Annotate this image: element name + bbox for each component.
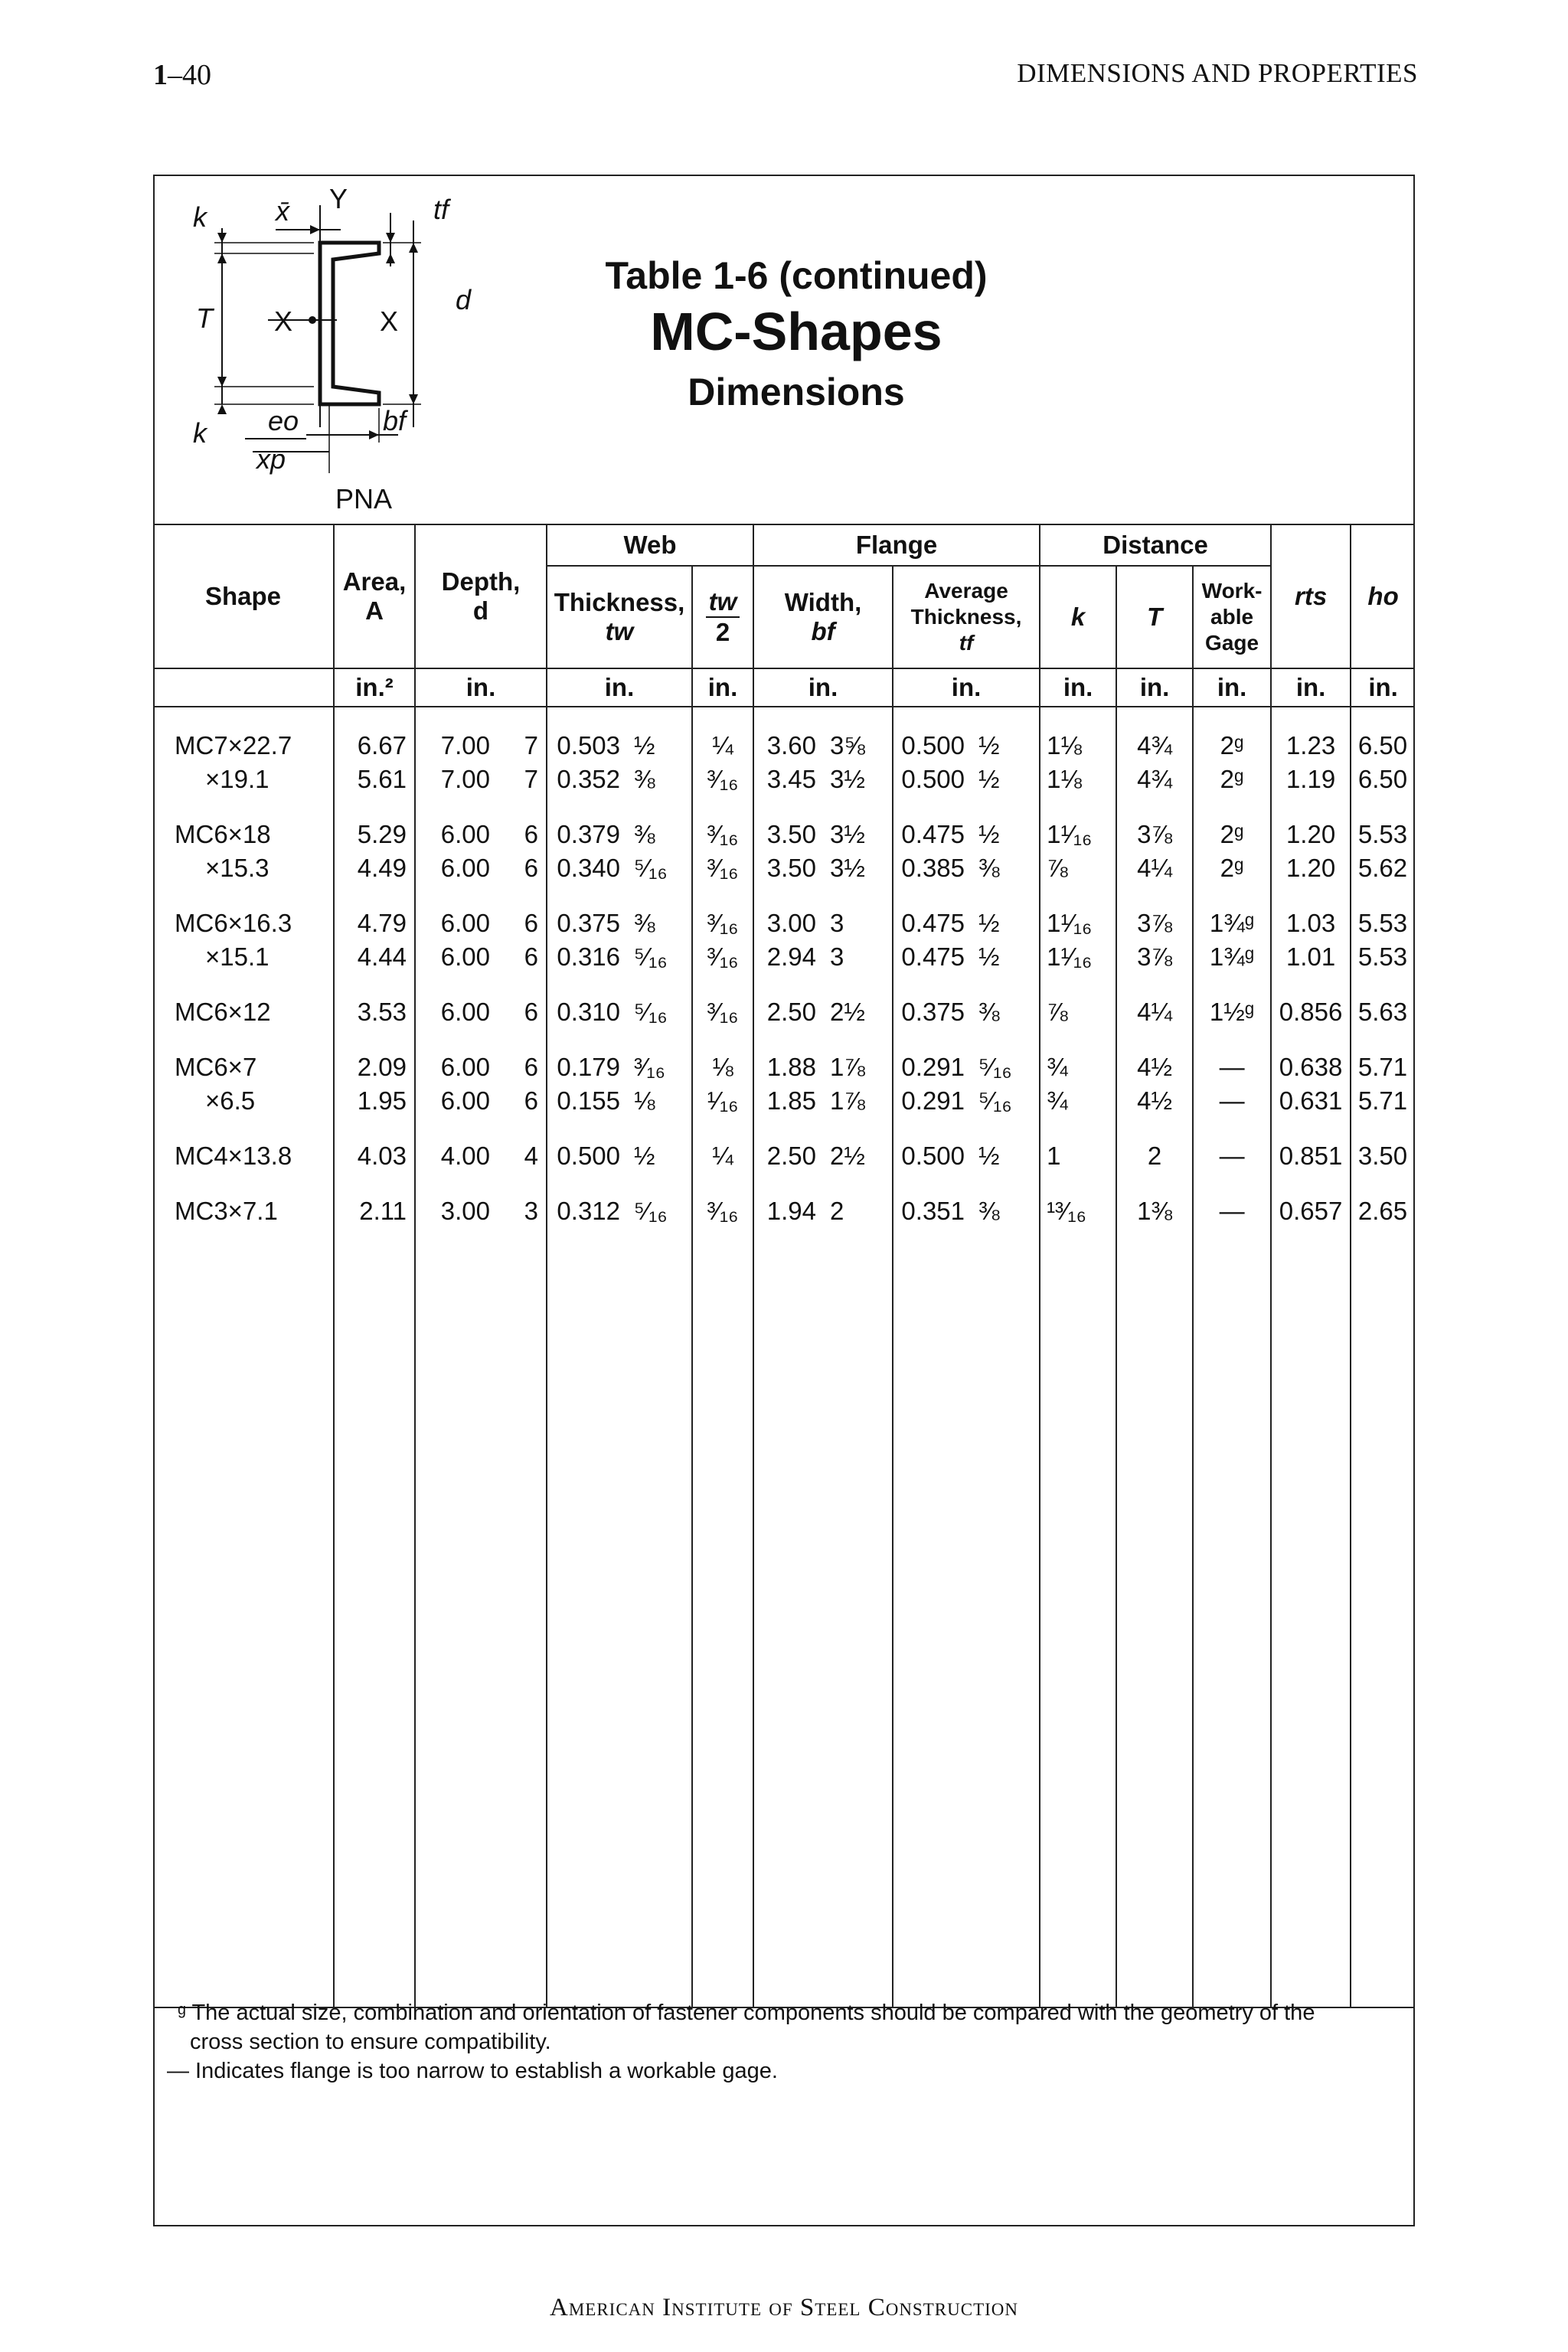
cell-flange-thickness-decimal: 0.385 [901, 854, 965, 882]
cell-flange-width-fraction: 3½ [824, 763, 893, 796]
cell-depth-fraction: 6 [498, 995, 547, 1029]
unit-width: in. [753, 668, 893, 707]
cell-gage: 2ᵍ [1193, 729, 1271, 763]
cell-k: ¹³⁄₁₆ [1040, 1194, 1116, 1228]
cell-rts: 1.23 [1271, 729, 1351, 763]
cell-web-thickness-decimal: 0.312 [557, 1197, 621, 1225]
cell-flange-thickness-fraction: ½ [972, 729, 1040, 763]
group-spacer [153, 1029, 1415, 1050]
cell-flange-width-decimal: 3.50 [766, 820, 817, 848]
cell-t: 3⅞ [1116, 940, 1193, 974]
cell-rts: 1.19 [1271, 763, 1351, 796]
cell-flange-thickness-fraction: ½ [972, 818, 1040, 851]
group-distance: Distance [1040, 524, 1271, 566]
unit-flange-thickness: in. [893, 668, 1040, 707]
cell-ho: 5.63 [1357, 998, 1408, 1026]
cell-t: 3⅞ [1116, 906, 1193, 940]
cell-depth-decimal: 4.00 [440, 1142, 490, 1170]
label-tf: tf [433, 194, 449, 225]
col-t: T [1116, 566, 1193, 668]
unit-shape [153, 668, 334, 707]
unit-gage: in. [1193, 668, 1271, 707]
label-xbar: x̄ [276, 195, 289, 227]
cell-gage: 2ᵍ [1193, 851, 1271, 885]
cell-depth-decimal: 7.00 [440, 731, 490, 760]
cell-t: 4½ [1116, 1050, 1193, 1084]
cell-rts: 0.631 [1271, 1084, 1351, 1118]
running-header: DIMENSIONS AND PROPERTIES [1017, 58, 1418, 88]
page-number-rest: –40 [168, 59, 211, 91]
cell-flange-thickness-decimal: 0.475 [901, 909, 965, 937]
cell-web-thickness-fraction: ⅜ [628, 818, 692, 851]
publisher-footer: American Institute of Steel Construction [550, 2294, 1018, 2321]
group-spacer [153, 1228, 1415, 1250]
col-area: Area, A [334, 524, 415, 668]
cell-shape: ×6.5 [205, 1086, 256, 1115]
cell-k: 1¹⁄₁₆ [1040, 906, 1116, 940]
cell-ho: 5.53 [1357, 942, 1408, 971]
table-number: Table 1-6 (continued) [605, 254, 988, 297]
label-t: T [196, 302, 213, 334]
cell-depth-fraction: 3 [498, 1194, 547, 1228]
cell-area: 2.11 [334, 1194, 415, 1228]
cell-rts: 1.03 [1271, 906, 1351, 940]
cell-flange-thickness-decimal: 0.291 [901, 1086, 965, 1115]
cell-flange-width-decimal: 3.60 [766, 731, 817, 760]
cell-flange-width-fraction: 3½ [824, 851, 893, 885]
cell-tw-half: ³⁄₁₆ [692, 763, 753, 796]
cell-t: 4½ [1116, 1084, 1193, 1118]
cell-rts: 0.856 [1271, 995, 1351, 1029]
group-spacer [153, 707, 1415, 729]
cell-rts: 0.638 [1271, 1050, 1351, 1084]
cell-tw-half: ³⁄₁₆ [692, 851, 753, 885]
col-ho: ho [1351, 524, 1415, 668]
unit-thickness: in. [547, 668, 692, 707]
cell-gage: 1¾ᵍ [1193, 940, 1271, 974]
cell-depth-fraction: 6 [498, 851, 547, 885]
units-row [153, 668, 1415, 707]
cell-flange-width-fraction: 2½ [824, 1139, 893, 1173]
cell-depth-fraction: 7 [498, 729, 547, 763]
cell-web-thickness-decimal: 0.379 [557, 820, 621, 848]
cell-tw-half: ⅛ [692, 1050, 753, 1084]
cell-shape: MC3×7.1 [175, 1197, 278, 1225]
header-row-1 [153, 524, 1415, 566]
cell-web-thickness-fraction: ⅜ [628, 906, 692, 940]
cell-web-thickness-fraction: ³⁄₁₆ [628, 1050, 692, 1084]
cell-depth-decimal: 6.00 [440, 998, 490, 1026]
cell-area: 5.61 [334, 763, 415, 796]
cell-flange-width-fraction: 2 [824, 1194, 893, 1228]
cell-gage: — [1193, 1084, 1271, 1118]
col-tw-half: tw 2 [692, 566, 753, 668]
cell-k: 1¹⁄₁₆ [1040, 818, 1116, 851]
col-depth: Depth, d [415, 524, 547, 668]
cell-rts: 1.20 [1271, 851, 1351, 885]
cell-gage: — [1193, 1139, 1271, 1173]
cell-k: ⅞ [1040, 995, 1116, 1029]
table-row [153, 1084, 1415, 1118]
unit-k: in. [1040, 668, 1116, 707]
group-spacer [153, 1173, 1415, 1194]
cell-tw-half: ³⁄₁₆ [692, 906, 753, 940]
cell-depth-fraction: 6 [498, 940, 547, 974]
label-xp: xp [256, 443, 286, 475]
cell-shape: MC6×18 [175, 820, 271, 848]
cell-flange-width-decimal: 2.50 [766, 1142, 817, 1170]
cell-rts: 1.01 [1271, 940, 1351, 974]
cell-t: 1⅜ [1116, 1194, 1193, 1228]
cell-depth-fraction: 6 [498, 906, 547, 940]
table-row [153, 729, 1415, 763]
cell-web-thickness-fraction: ½ [628, 729, 692, 763]
cell-k: 1⅛ [1040, 729, 1116, 763]
note-gage: ᵍ The actual size, combination and orientation of fastener components should be compared with the geometry of the cross section to ensure compatibility. [178, 2001, 1315, 2054]
col-flange-width: Width, bf [753, 566, 893, 668]
cell-tw-half: ¼ [692, 1139, 753, 1173]
table-subtitle: Dimensions [688, 371, 905, 413]
cell-depth-fraction: 4 [498, 1139, 547, 1173]
cell-shape: ×15.3 [205, 854, 270, 882]
cell-depth-decimal: 6.00 [440, 1086, 490, 1115]
cell-web-thickness-decimal: 0.375 [557, 909, 621, 937]
group-spacer [153, 974, 1415, 995]
table-filler [153, 1250, 1415, 2007]
cell-ho: 5.53 [1357, 909, 1408, 937]
cell-gage: 2ᵍ [1193, 818, 1271, 851]
table-shape-type: MC-Shapes [650, 302, 942, 361]
table-row [153, 1139, 1415, 1173]
cell-area: 5.29 [334, 818, 415, 851]
cell-web-thickness-fraction: ⁵⁄₁₆ [628, 940, 692, 974]
cell-shape: MC6×12 [175, 998, 271, 1026]
unit-tw-half: in. [692, 668, 753, 707]
cell-shape: MC6×7 [175, 1053, 257, 1081]
cell-tw-half: ¹⁄₁₆ [692, 1084, 753, 1118]
cell-tw-half: ³⁄₁₆ [692, 995, 753, 1029]
cell-shape: MC4×13.8 [175, 1142, 292, 1170]
cell-flange-thickness-fraction: ⅜ [972, 995, 1040, 1029]
label-d: d [456, 284, 472, 315]
cell-ho: 5.71 [1357, 1053, 1408, 1081]
cell-ho: 5.62 [1357, 854, 1408, 882]
cell-k: 1¹⁄₁₆ [1040, 940, 1116, 974]
dimensions-table [153, 524, 1415, 2008]
cell-area: 2.09 [334, 1050, 415, 1084]
label-eo: eo [268, 405, 299, 436]
cell-k: 1⅛ [1040, 763, 1116, 796]
cell-flange-thickness-fraction: ⅜ [972, 1194, 1040, 1228]
cell-depth-decimal: 6.00 [440, 854, 490, 882]
cell-area: 6.67 [334, 729, 415, 763]
table-row [153, 851, 1415, 885]
cell-ho: 2.65 [1357, 1197, 1408, 1225]
cell-flange-width-decimal: 2.94 [766, 942, 817, 971]
cell-ho: 5.71 [1357, 1086, 1408, 1115]
unit-depth: in. [415, 668, 547, 707]
label-k-top: k [193, 201, 207, 233]
cell-gage: — [1193, 1050, 1271, 1084]
cell-flange-thickness-fraction: ½ [972, 940, 1040, 974]
cell-gage: — [1193, 1194, 1271, 1228]
cell-web-thickness-decimal: 0.500 [557, 1142, 621, 1170]
unit-t: in. [1116, 668, 1193, 707]
cell-depth-decimal: 6.00 [440, 1053, 490, 1081]
cell-tw-half: ³⁄₁₆ [692, 1194, 753, 1228]
cell-flange-thickness-fraction: ⁵⁄₁₆ [972, 1050, 1040, 1084]
cell-t: 4¾ [1116, 763, 1193, 796]
table-row [153, 818, 1415, 851]
cell-depth-fraction: 6 [498, 818, 547, 851]
cell-flange-thickness-decimal: 0.351 [901, 1197, 965, 1225]
label-x-left: X [274, 305, 293, 337]
unit-ho: in. [1351, 668, 1415, 707]
cell-flange-width-fraction: 3⅝ [824, 729, 893, 763]
cell-shape: MC7×22.7 [175, 731, 292, 760]
table-row [153, 995, 1415, 1029]
cell-rts: 1.20 [1271, 818, 1351, 851]
cell-t: 2 [1116, 1139, 1193, 1173]
cell-flange-width-fraction: 1⅞ [824, 1084, 893, 1118]
label-pna: PNA [335, 483, 393, 514]
col-web-thickness: Thickness, tw [547, 566, 692, 668]
cell-flange-thickness-decimal: 0.500 [901, 1142, 965, 1170]
cell-web-thickness-fraction: ⁵⁄₁₆ [628, 1194, 692, 1228]
cell-t: 4¼ [1116, 851, 1193, 885]
cell-flange-thickness-fraction: ½ [972, 906, 1040, 940]
cell-t: 4¾ [1116, 729, 1193, 763]
note-dash: — Indicates flange is too narrow to establish a workable gage. [167, 2059, 778, 2083]
col-shape: Shape [153, 524, 334, 668]
cell-flange-thickness-fraction: ½ [972, 763, 1040, 796]
cell-flange-thickness-fraction: ⅜ [972, 851, 1040, 885]
cell-flange-thickness-fraction: ⁵⁄₁₆ [972, 1084, 1040, 1118]
group-spacer [153, 885, 1415, 906]
cell-area: 4.44 [334, 940, 415, 974]
cell-gage: 1½ᵍ [1193, 995, 1271, 1029]
col-rts: rts [1271, 524, 1351, 668]
cell-k: ⅞ [1040, 851, 1116, 885]
cell-gage: 1¾ᵍ [1193, 906, 1271, 940]
cell-web-thickness-fraction: ⅜ [628, 763, 692, 796]
table-row [153, 1194, 1415, 1228]
cell-area: 3.53 [334, 995, 415, 1029]
cell-web-thickness-decimal: 0.155 [557, 1086, 621, 1115]
cell-web-thickness-decimal: 0.503 [557, 731, 621, 760]
group-web: Web [547, 524, 753, 566]
unit-rts: in. [1271, 668, 1351, 707]
cell-flange-width-decimal: 3.45 [766, 765, 817, 793]
cell-depth-fraction: 7 [498, 763, 547, 796]
cell-flange-thickness-decimal: 0.500 [901, 765, 965, 793]
cell-t: 4¼ [1116, 995, 1193, 1029]
page-number-chapter: 1 [153, 59, 168, 91]
cell-depth-decimal: 6.00 [440, 820, 490, 848]
page-number [153, 58, 211, 92]
cell-depth-decimal: 6.00 [440, 909, 490, 937]
cell-flange-thickness-decimal: 0.475 [901, 820, 965, 848]
cell-web-thickness-fraction: ½ [628, 1139, 692, 1173]
cell-flange-width-fraction: 1⅞ [824, 1050, 893, 1084]
cell-depth-decimal: 6.00 [440, 942, 490, 971]
cell-shape: MC6×16.3 [175, 909, 292, 937]
cell-web-thickness-decimal: 0.316 [557, 942, 621, 971]
label-bf: bf [383, 405, 407, 436]
cell-flange-width-decimal: 1.94 [766, 1197, 817, 1225]
cell-tw-half: ³⁄₁₆ [692, 940, 753, 974]
cell-rts: 0.851 [1271, 1139, 1351, 1173]
cell-flange-width-fraction: 3 [824, 906, 893, 940]
cell-rts: 0.657 [1271, 1194, 1351, 1228]
cell-depth-decimal: 7.00 [440, 765, 490, 793]
cell-area: 4.49 [334, 851, 415, 885]
cell-flange-thickness-fraction: ½ [972, 1139, 1040, 1173]
cell-flange-thickness-decimal: 0.291 [901, 1053, 965, 1081]
cell-web-thickness-decimal: 0.179 [557, 1053, 621, 1081]
cell-shape: ×15.1 [205, 942, 270, 971]
label-y: Y [329, 183, 348, 214]
cell-flange-width-fraction: 3½ [824, 818, 893, 851]
cell-ho: 5.53 [1357, 820, 1408, 848]
cell-depth-fraction: 6 [498, 1050, 547, 1084]
table-notes [153, 1998, 1415, 2086]
cell-web-thickness-fraction: ⁵⁄₁₆ [628, 851, 692, 885]
cell-depth-decimal: 3.00 [440, 1197, 490, 1225]
cell-area: 4.03 [334, 1139, 415, 1173]
cell-flange-thickness-decimal: 0.375 [901, 998, 965, 1026]
cell-t: 3⅞ [1116, 818, 1193, 851]
cell-flange-width-decimal: 1.88 [766, 1053, 817, 1081]
cell-flange-width-decimal: 2.50 [766, 998, 817, 1026]
group-flange: Flange [753, 524, 1040, 566]
cell-flange-width-fraction: 2½ [824, 995, 893, 1029]
group-spacer [153, 1118, 1415, 1139]
cell-web-thickness-decimal: 0.352 [557, 765, 621, 793]
cell-area: 1.95 [334, 1084, 415, 1118]
cell-flange-width-decimal: 1.85 [766, 1086, 817, 1115]
cell-area: 4.79 [334, 906, 415, 940]
table-row [153, 940, 1415, 974]
table-body [153, 707, 1415, 2008]
table-row [153, 1050, 1415, 1084]
group-spacer [153, 796, 1415, 818]
cell-web-thickness-decimal: 0.310 [557, 998, 621, 1026]
cell-flange-width-fraction: 3 [824, 940, 893, 974]
table-title [459, 253, 1133, 420]
cell-web-thickness-fraction: ⁵⁄₁₆ [628, 995, 692, 1029]
cell-web-thickness-fraction: ⅛ [628, 1084, 692, 1118]
cell-flange-width-decimal: 3.50 [766, 854, 817, 882]
cell-k: 1 [1040, 1139, 1116, 1173]
cell-depth-fraction: 6 [498, 1084, 547, 1118]
cell-tw-half: ¼ [692, 729, 753, 763]
label-x-right: X [380, 305, 399, 337]
label-k-bottom: k [193, 417, 207, 449]
cell-flange-width-decimal: 3.00 [766, 909, 817, 937]
cell-tw-half: ³⁄₁₆ [692, 818, 753, 851]
cell-flange-thickness-decimal: 0.500 [901, 731, 965, 760]
cell-shape: ×19.1 [205, 765, 270, 793]
cell-ho: 6.50 [1357, 731, 1408, 760]
cell-k: ¾ [1040, 1084, 1116, 1118]
cell-gage: 2ᵍ [1193, 763, 1271, 796]
cell-k: ¾ [1040, 1050, 1116, 1084]
cell-ho: 3.50 [1357, 1142, 1408, 1170]
cell-web-thickness-decimal: 0.340 [557, 854, 621, 882]
col-flange-thickness: Average Thickness, tf [893, 566, 1040, 668]
cell-ho: 6.50 [1357, 765, 1408, 793]
col-gage: Work- able Gage [1193, 566, 1271, 668]
table-row [153, 763, 1415, 796]
cell-flange-thickness-decimal: 0.475 [901, 942, 965, 971]
unit-area: in.² [334, 668, 415, 707]
col-k: k [1040, 566, 1116, 668]
table-row [153, 906, 1415, 940]
